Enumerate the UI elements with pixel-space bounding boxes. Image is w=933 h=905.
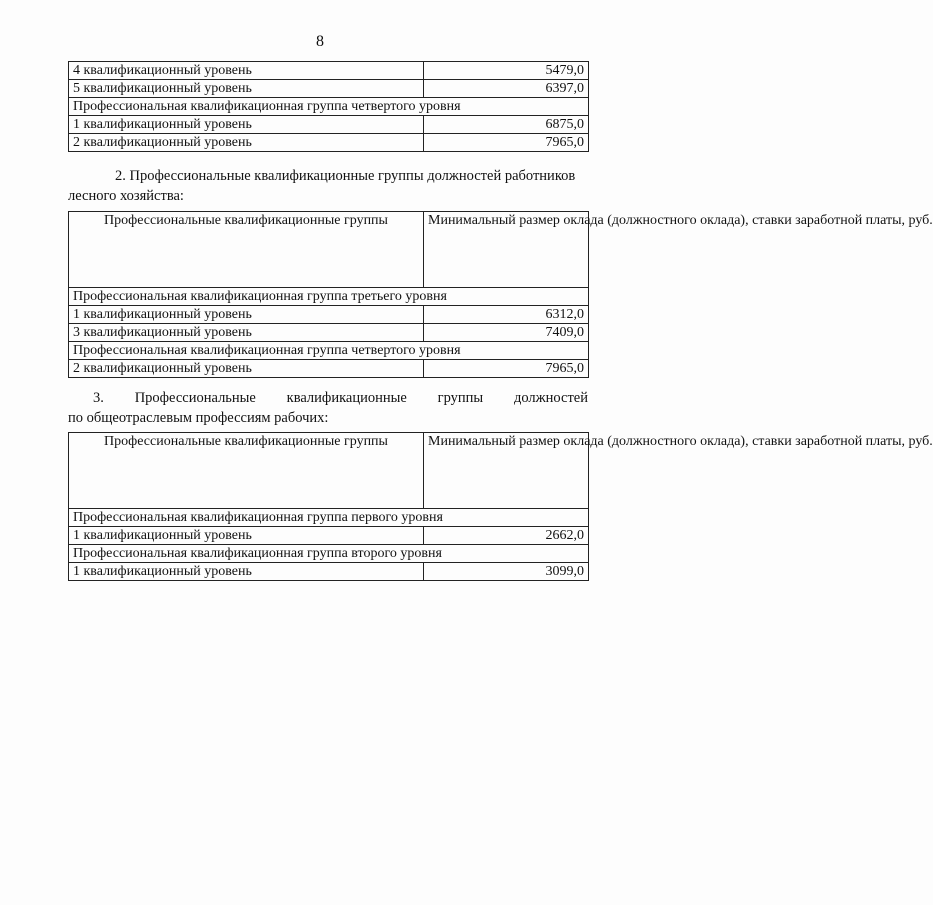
table-row [69,80,589,98]
forestry-salary-table [68,211,933,378]
salary-value: 7965,0 [424,134,589,152]
level-label: 2 квалификационный уровень [69,134,424,152]
section-2-heading [68,166,588,206]
group-row [69,342,589,360]
salary-value: 5479,0 [424,62,589,80]
group-row [69,98,589,116]
group-label: Профессиональная квалификационная группа четвертого уровня [69,98,589,116]
table-row [69,116,589,134]
salary-value: 7409,0 [424,324,589,342]
section-3-heading-line-2: по общеотраслевым профессиям рабочих: [68,410,329,426]
salary-value: 6397,0 [424,80,589,98]
workers-salary-table [68,432,933,581]
table-row [69,360,589,378]
group-row [69,545,589,563]
group-row [69,509,589,527]
level-label: 1 квалификационный уровень [69,527,424,545]
section-3-heading-line-1: 3. Профессиональные квалификационные группы должностей [93,390,588,406]
salary-value: 6312,0 [424,306,589,324]
section-2-heading-line-1: 2. Профессиональные квалификационные группы должностей работников [115,168,576,184]
column-header-groups: Профессиональные квалификационные группы [69,433,424,509]
column-header-groups: Профессиональные квалификационные группы [69,212,424,288]
table-row [69,306,589,324]
group-label: Профессиональная квалификационная группа четвертого уровня [69,342,589,360]
group-label: Профессиональная квалификационная группа второго уровня [69,545,589,563]
table-header-row [69,212,589,288]
table-header-row [69,433,589,509]
column-header-salary: Минимальный размер оклада (должностного оклада), ставки заработной платы, руб. [424,433,589,509]
page-number: 8 [316,33,324,50]
level-label: 1 квалификационный уровень [69,116,424,134]
group-label: Профессиональная квалификационная группа первого уровня [69,509,589,527]
table-row [69,62,589,80]
salary-value: 3099,0 [424,563,589,581]
salary-table-continued [68,61,589,152]
level-label: 2 квалификационный уровень [69,360,424,378]
level-label: 4 квалификационный уровень [69,62,424,80]
level-label: 1 квалификационный уровень [69,306,424,324]
salary-value: 6875,0 [424,116,589,134]
column-header-salary: Минимальный размер оклада (должностного оклада), ставки заработной платы, руб. [424,212,589,288]
group-label: Профессиональная квалификационная группа третьего уровня [69,288,589,306]
level-label: 3 квалификационный уровень [69,324,424,342]
salary-value: 2662,0 [424,527,589,545]
level-label: 5 квалификационный уровень [69,80,424,98]
section-3-heading [68,388,588,428]
section-2-heading-line-2: лесного хозяйства: [68,188,184,204]
salary-value: 7965,0 [424,360,589,378]
table-row [69,527,589,545]
group-row [69,288,589,306]
table-row [69,563,589,581]
table-row [69,134,589,152]
level-label: 1 квалификационный уровень [69,563,424,581]
table-row [69,324,589,342]
